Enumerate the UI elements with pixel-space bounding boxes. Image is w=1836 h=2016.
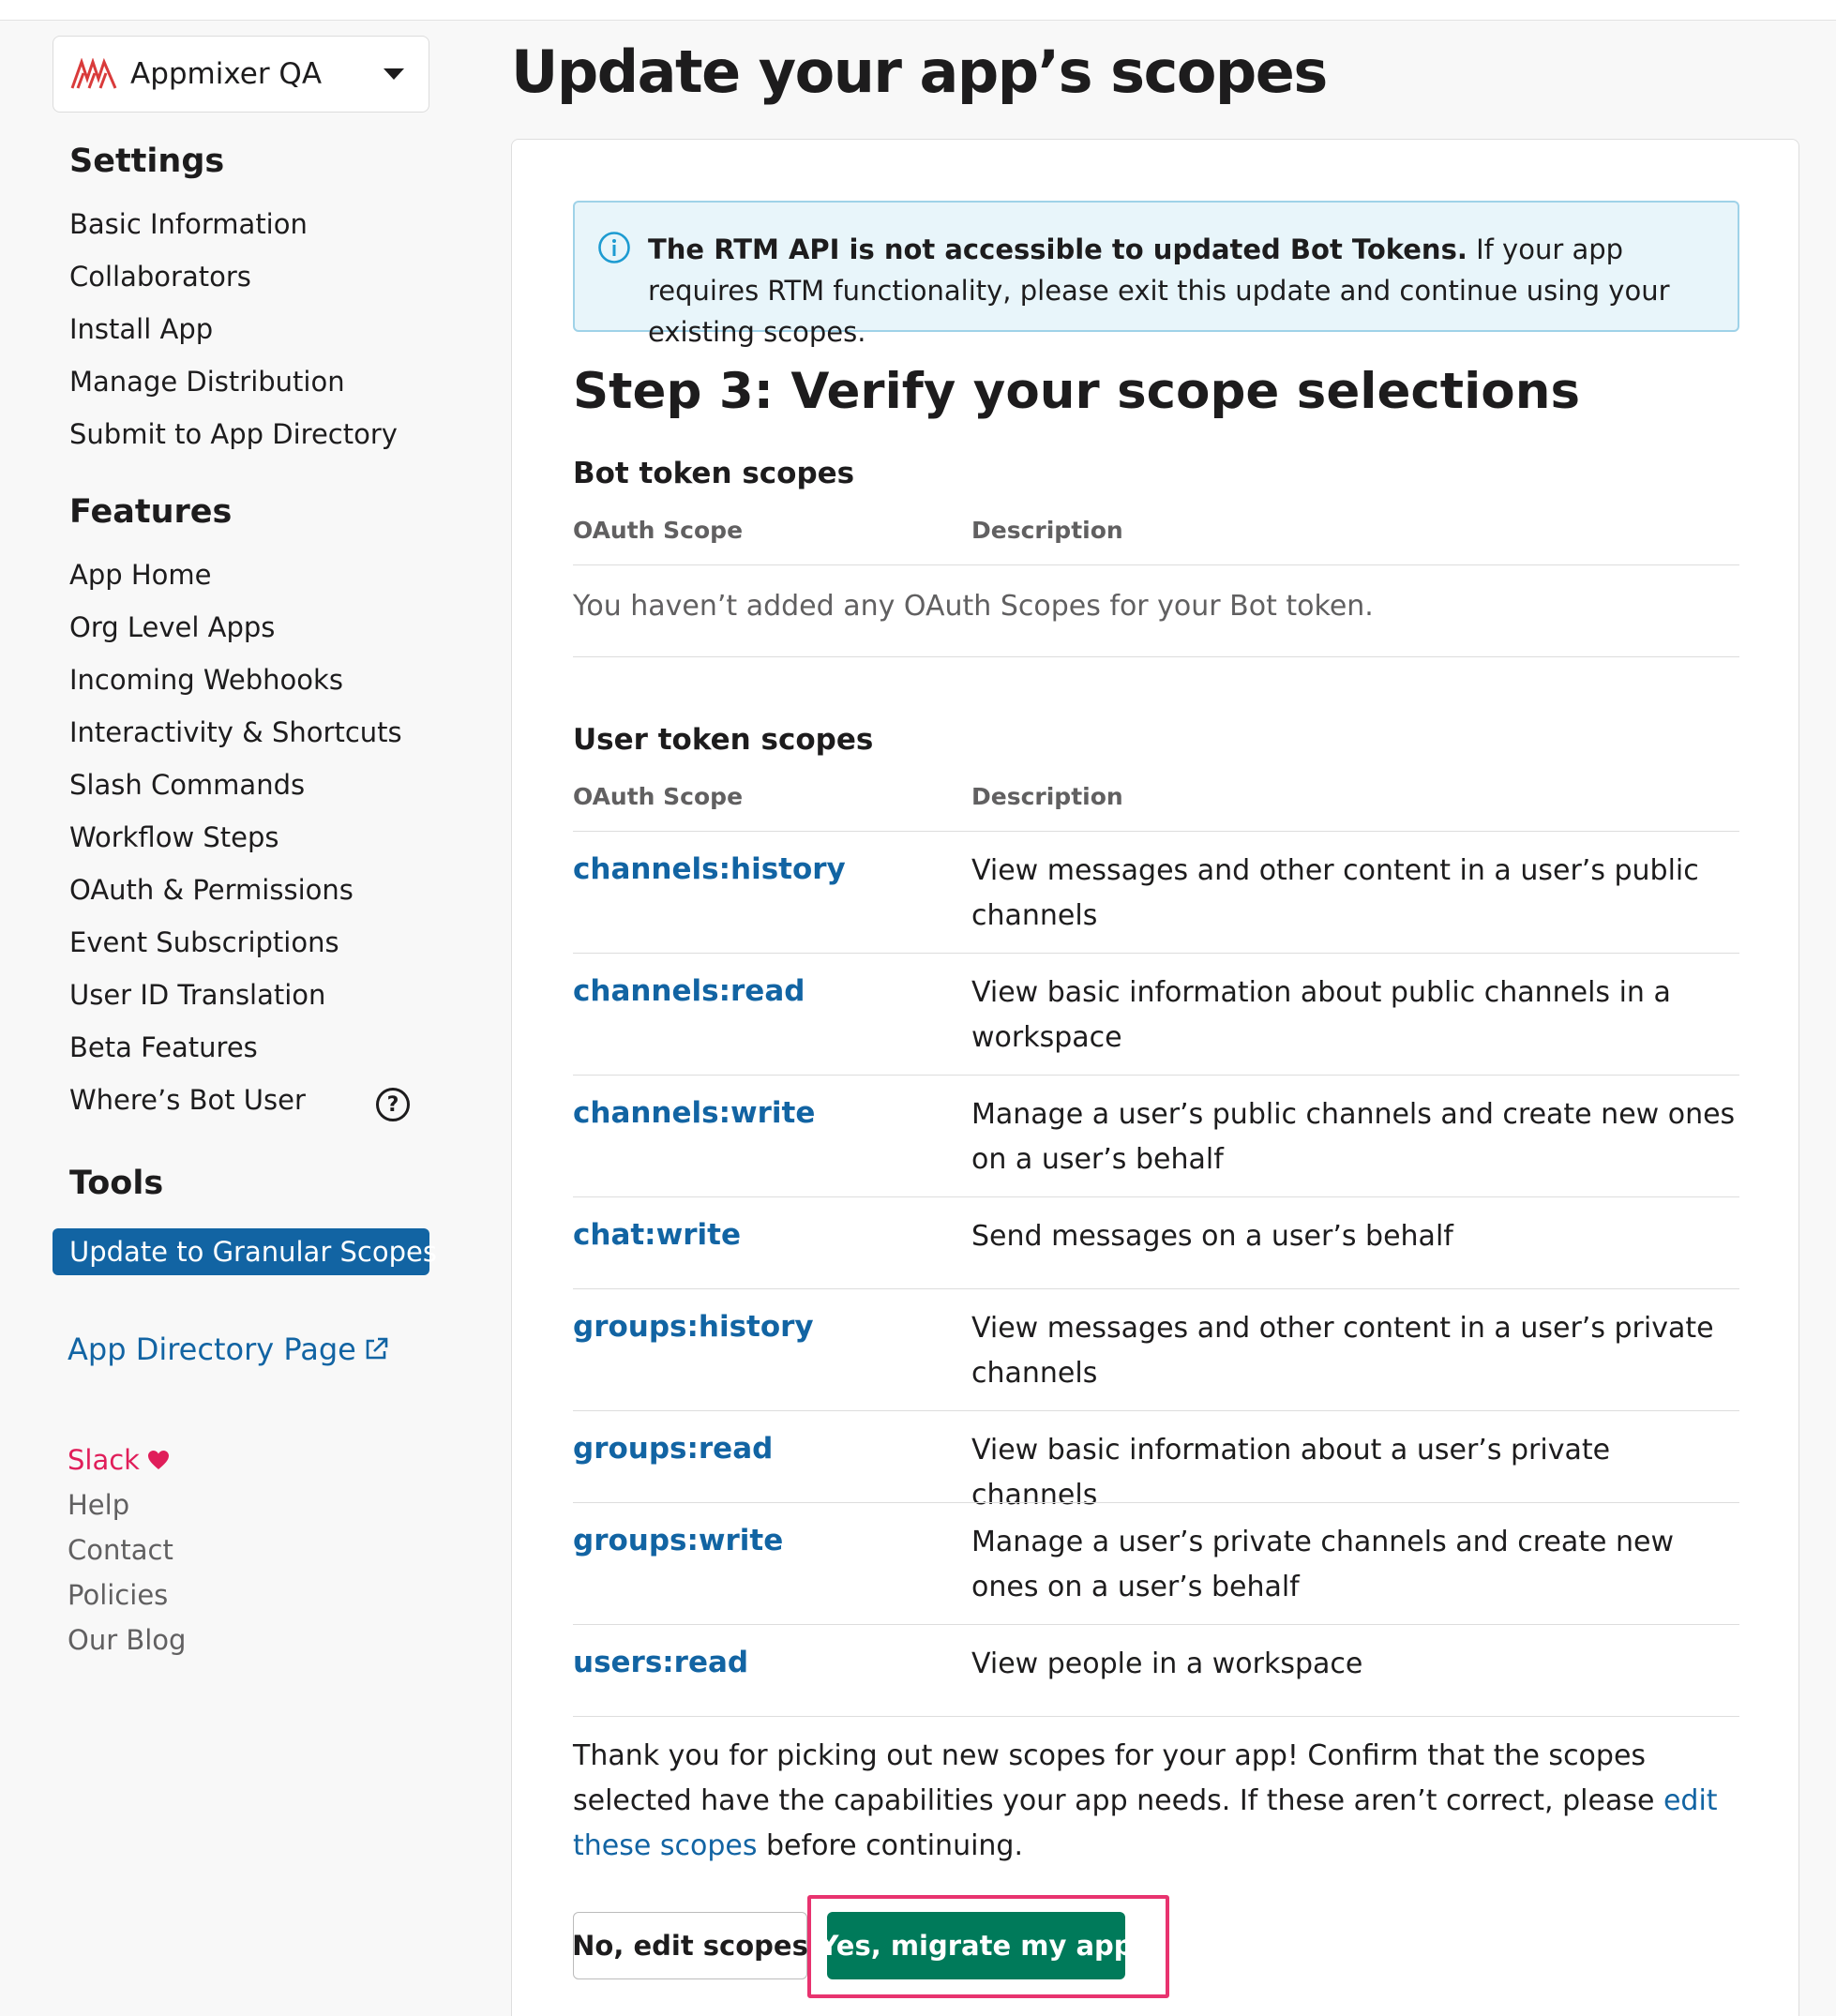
sidebar-item-incoming-webhooks[interactable]: Incoming Webhooks [69,664,343,696]
scope-description: Manage a user’s public channels and create new ones on a user’s behalf [971,1098,1736,1176]
scope-users-read[interactable]: users:read [573,1646,749,1679]
sidebar-item-org-level-apps[interactable]: Org Level Apps [69,611,276,643]
divider [573,1196,1739,1197]
confirm-text-before: Thank you for picking out new scopes for your app! Confirm that the scopes selected have the capabilities your app needs. If these aren’t correct, please [573,1739,1663,1817]
user-col-description: Description [971,783,1123,810]
app-directory-page-label: App Directory Page [68,1331,356,1367]
scopes-card [511,139,1799,2016]
sidebar-item-manage-distribution[interactable]: Manage Distribution [69,366,345,398]
sidebar [0,21,469,2016]
divider [573,953,1739,954]
bot-col-scope: OAuth Scope [573,517,744,544]
confirm-text-after: before continuing. [757,1829,1024,1862]
sidebar-item-workflow-steps[interactable]: Workflow Steps [69,821,279,853]
bot-scopes-title: Bot token scopes [573,457,855,490]
sidebar-item-wheres-bot-user[interactable]: Where’s Bot User [69,1084,306,1116]
divider [573,1410,1739,1411]
sidebar-item-collaborators[interactable]: Collaborators [69,261,251,293]
scope-description: View basic information about public channels in a workspace [971,976,1671,1054]
app-switcher[interactable] [53,36,429,113]
scope-chat-write[interactable]: chat:write [573,1218,741,1252]
page-title: Update your app’s scopes [511,38,1327,106]
scope-channels-read[interactable]: channels:read [573,974,805,1008]
scope-channels-history[interactable]: channels:history [573,852,846,886]
scope-groups-write[interactable]: groups:write [573,1524,784,1557]
divider [573,1716,1739,1717]
heart-icon [147,1450,170,1470]
divider [573,656,1739,657]
sidebar-item-beta-features[interactable]: Beta Features [69,1031,258,1063]
scope-description: Manage a user’s private channels and create new ones on a user’s behalf [971,1526,1674,1603]
scope-description: View messages and other content in a user’s public channels [971,854,1699,932]
confirm-text [573,1734,1754,1869]
bot-col-description: Description [971,517,1123,544]
step-title: Step 3: Verify your scope selections [573,363,1581,420]
help-icon[interactable]: ? [376,1088,410,1121]
edit-scopes-link[interactable]: edit these scopes [573,1784,1718,1862]
footer-blog-link[interactable]: Our Blog [68,1624,187,1656]
sidebar-item-basic-information[interactable]: Basic Information [69,208,308,240]
app-directory-page-link[interactable] [68,1331,390,1367]
sidebar-item-submit-to-app-directory[interactable]: Submit to App Directory [69,418,398,450]
info-banner [573,201,1739,348]
app-name: Appmixer QA [130,57,323,91]
chevron-down-icon [384,68,404,80]
divider [573,1624,1739,1625]
user-scopes-title: User token scopes [573,723,874,757]
footer-help-link[interactable]: Help [68,1489,130,1521]
divider [573,1288,1739,1289]
scope-description: View basic information about a user’s private channels [971,1434,1611,1512]
scope-description: Send messages on a user’s behalf [971,1220,1453,1253]
appmixer-logo-icon [70,58,117,90]
scope-channels-write[interactable]: channels:write [573,1096,816,1130]
info-banner-bold: The RTM API is not accessible to updated Bot Tokens. [648,233,1467,265]
user-col-scope: OAuth Scope [573,783,744,810]
sidebar-item-update-granular-scopes[interactable]: Update to Granular Scopes [53,1228,429,1275]
features-title: Features [69,493,233,531]
settings-title: Settings [69,143,225,180]
info-banner-message: If your app requires RTM functionality, please exit this update and continue using your existing scopes. [648,233,1670,348]
info-icon [597,231,631,264]
footer-contact-link[interactable]: Contact [68,1534,173,1566]
scope-groups-history[interactable]: groups:history [573,1310,814,1344]
scope-groups-read[interactable]: groups:read [573,1432,774,1466]
footer-policies-link[interactable]: Policies [68,1579,169,1611]
sidebar-item-oauth-permissions[interactable]: OAuth & Permissions [69,874,354,906]
sidebar-item-interactivity-shortcuts[interactable]: Interactivity & Shortcuts [69,716,402,748]
divider [573,564,1739,565]
scope-description: View people in a workspace [971,1647,1363,1680]
divider [573,1075,1739,1076]
sidebar-item-slash-commands[interactable]: Slash Commands [69,769,306,801]
no-edit-scopes-button[interactable]: No, edit scopes [573,1912,807,1979]
bot-scopes-empty: You haven’t added any OAuth Scopes for your Bot token. [573,590,1374,623]
external-link-icon [362,1335,390,1363]
divider [573,831,1739,832]
scope-description: View messages and other content in a user’s private channels [971,1312,1714,1390]
sidebar-item-install-app[interactable]: Install App [69,313,214,345]
sidebar-item-app-home[interactable]: App Home [69,559,212,591]
footer-slack-link[interactable] [68,1444,170,1476]
yes-migrate-button[interactable]: Yes, migrate my app [827,1912,1125,1979]
sidebar-item-event-subscriptions[interactable]: Event Subscriptions [69,926,339,958]
divider [573,1502,1739,1503]
top-bar [0,0,1836,21]
footer-slack-label: Slack [68,1444,140,1476]
info-banner-text [648,229,1717,353]
tools-title: Tools [69,1165,164,1202]
sidebar-item-user-id-translation[interactable]: User ID Translation [69,979,326,1011]
